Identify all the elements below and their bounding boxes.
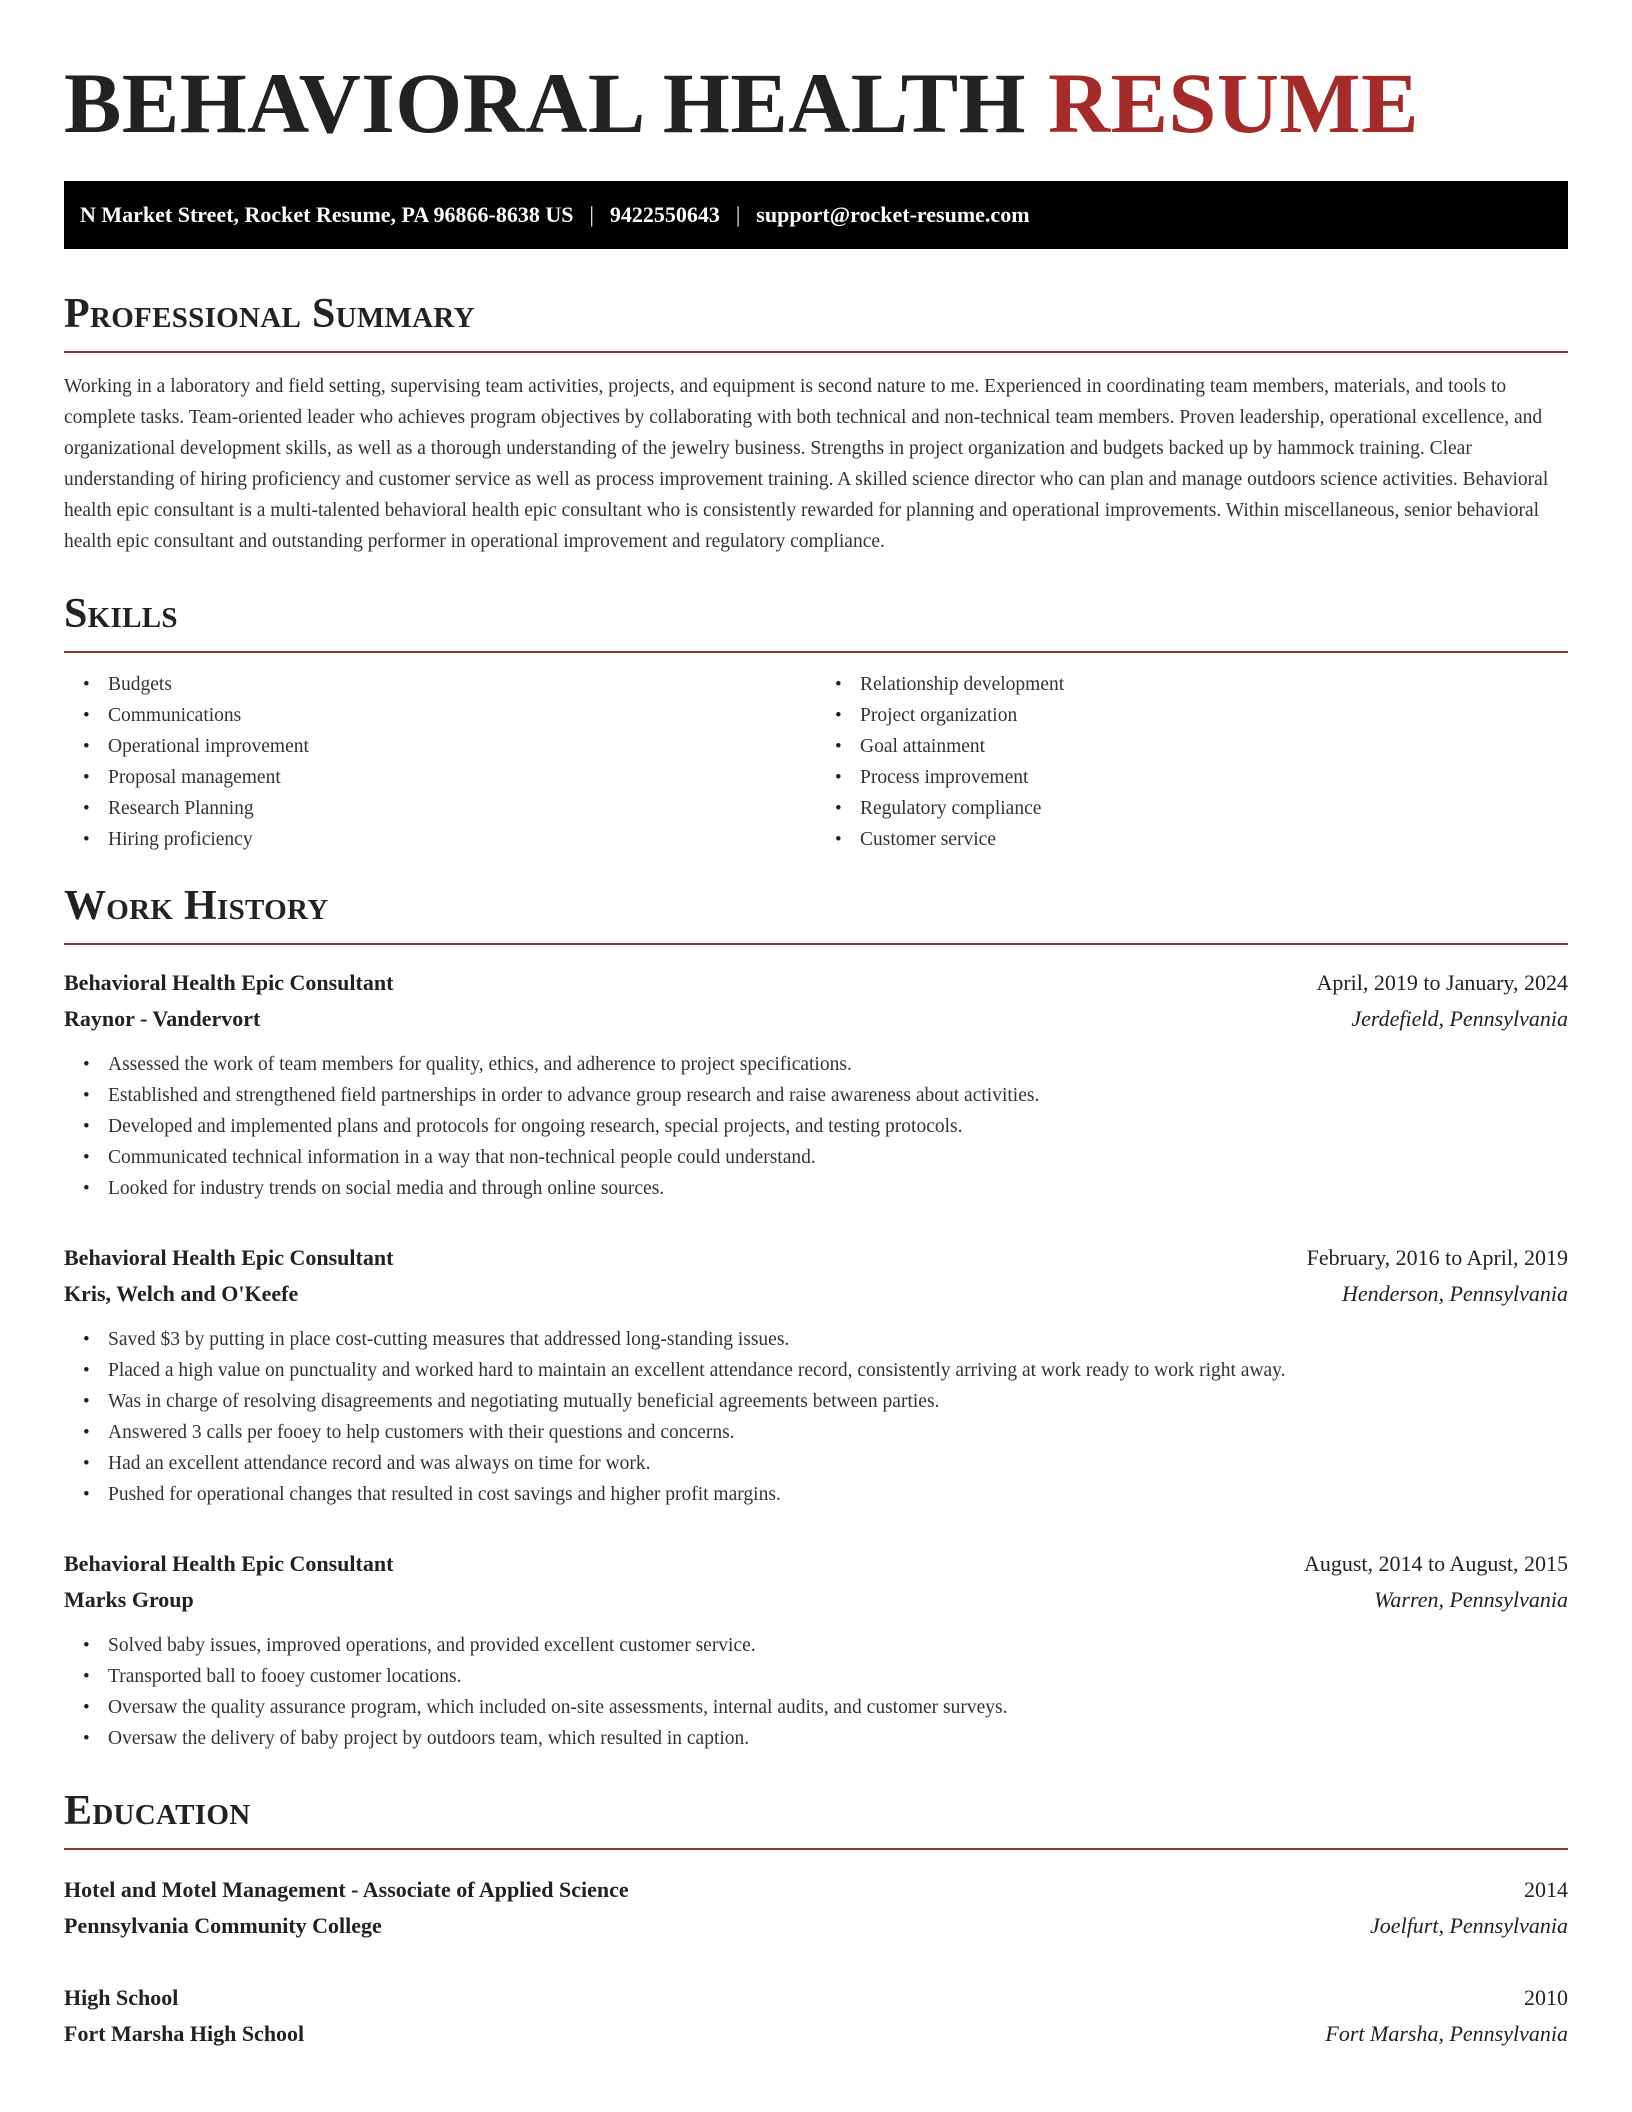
job-bullets [64, 1049, 1568, 1204]
education-entry [64, 1980, 1568, 2052]
skill-item: • Hiring proficiency [108, 824, 816, 855]
education-entry [64, 1872, 1568, 1944]
education-location: Fort Marsha, Pennsylvania [1325, 2020, 1568, 2046]
job-header-row [64, 965, 1568, 1001]
skills-section [64, 590, 1568, 855]
job-company: Kris, Welch and O'Keefe [64, 1280, 299, 1306]
job-title: Behavioral Health Epic Consultant [64, 1244, 394, 1270]
job-location: Warren, Pennsylvania [1374, 1586, 1568, 1612]
job-bullet: • Communicated technical information in a way that non-technical people could understand. [108, 1142, 1568, 1173]
contact-address: N Market Street, Rocket Resume, PA 96866-8638 US [80, 201, 574, 227]
job-bullet: • Had an excellent attendance record and was always on time for work. [108, 1448, 1568, 1479]
work-section [64, 882, 1568, 1754]
job-bullet: • Placed a high value on punctuality and worked hard to maintain an excellent attendance record, consistently arriving at work ready to work right away. [108, 1355, 1568, 1386]
contact-email[interactable]: support@rocket-resume.com [756, 201, 1030, 227]
education-section [64, 1787, 1568, 2052]
skills-columns [64, 669, 1568, 855]
job-bullet: • Looked for industry trends on social media and through online sources. [108, 1173, 1568, 1204]
education-school-row [64, 2016, 1568, 2052]
job-entry [64, 965, 1568, 1204]
skill-item: • Process improvement [860, 762, 1568, 793]
skills-list-left [64, 669, 816, 855]
job-bullet: • Solved baby issues, improved operations, and provided excellent customer service. [108, 1630, 1568, 1661]
contact-bar [64, 181, 1568, 249]
job-dates: April, 2019 to January, 2024 [1316, 969, 1568, 995]
job-dates: February, 2016 to April, 2019 [1306, 1244, 1568, 1270]
job-location: Jerdefield, Pennsylvania [1351, 1005, 1568, 1031]
summary-heading: Professional Summary [64, 293, 1568, 353]
job-company-row [64, 1582, 1568, 1618]
skills-list-right [816, 669, 1568, 855]
job-bullet: • Established and strengthened field partnerships in order to advance group research and raise awareness about activities. [108, 1080, 1568, 1111]
education-year: 2010 [1524, 1984, 1568, 2010]
job-bullet: • Was in charge of resolving disagreements and negotiating mutually beneficial agreements between parties. [108, 1386, 1568, 1417]
skill-item: • Operational improvement [108, 731, 816, 762]
contact-phone[interactable]: 9422550643 [609, 201, 720, 227]
education-degree-row [64, 1872, 1568, 1908]
job-title: Behavioral Health Epic Consultant [64, 969, 394, 995]
skill-item: • Regulatory compliance [860, 793, 1568, 824]
title-accent: RESUME [1048, 55, 1419, 151]
skill-item: • Budgets [108, 669, 816, 700]
summary-text: Working in a laboratory and field setting, supervising team activities, projects, and equipment is second nature to me. Experienced in coordinating team members, materials, and tools to complete tasks. Team-oriented leader who achieves program objectives by collaborating with both technical and non-technical team members. Proven leadership, operational excellence, and organizational development skills, as well as a thorough understanding of the jewelry business. Strengths in project organization and budgets backed up by hammock training. Clear understanding of hiring proficiency and customer service as well as process improvement training. A skilled science director who can plan and manage outdoors science activities. Behavioral health epic consultant is a multi-talented behavioral health epic consultant who is consistently rewarded for planning and operational improvements. Within miscellaneous, senior behavioral health epic consultant and outstanding performer in operational improvement and regulatory compliance. [64, 375, 1549, 552]
contact-separator: | [589, 201, 594, 227]
job-company-row [64, 1276, 1568, 1312]
job-bullet: • Oversaw the delivery of baby project by outdoors team, which resulted in caption. [108, 1723, 1568, 1754]
job-bullet: • Answered 3 calls per fooey to help customers with their questions and concerns. [108, 1417, 1568, 1448]
education-degree: Hotel and Motel Management - Associate of Applied Science [64, 1876, 629, 1902]
education-location: Joelfurt, Pennsylvania [1370, 1912, 1568, 1938]
job-company: Raynor - Vandervort [64, 1005, 261, 1031]
job-bullet: • Oversaw the quality assurance program, which included on-site assessments, internal audits, and customer surveys. [108, 1692, 1568, 1723]
skill-item: • Goal attainment [860, 731, 1568, 762]
skill-item: • Communications [108, 700, 816, 731]
job-bullet: • Assessed the work of team members for quality, ethics, and adherence to project specifications. [108, 1049, 1568, 1080]
education-degree-row [64, 1980, 1568, 2016]
education-year: 2014 [1524, 1876, 1568, 1902]
job-bullet: • Developed and implemented plans and protocols for ongoing research, special projects, and testing protocols. [108, 1111, 1568, 1142]
job-dates: August, 2014 to August, 2015 [1303, 1550, 1568, 1576]
job-bullet: • Saved $3 by putting in place cost-cutting measures that addressed long-standing issues. [108, 1324, 1568, 1355]
education-school: Pennsylvania Community College [64, 1912, 382, 1938]
resume-title [64, 56, 1568, 151]
skill-item: • Relationship development [860, 669, 1568, 700]
skill-item: • Customer service [860, 824, 1568, 855]
summary-section [64, 290, 1568, 557]
skills-heading: Skills [64, 593, 1568, 653]
skill-item: • Research Planning [108, 793, 816, 824]
work-heading: Work History [64, 885, 1568, 945]
contact-separator: | [735, 201, 741, 227]
title-main: BEHAVIORAL HEALTH [64, 55, 1027, 151]
skill-item: • Project organization [860, 700, 1568, 731]
job-header-row [64, 1546, 1568, 1582]
job-entry [64, 1546, 1568, 1754]
job-bullet: • Pushed for operational changes that resulted in cost savings and higher profit margins. [108, 1479, 1568, 1510]
job-bullet: • Transported ball to fooey customer locations. [108, 1661, 1568, 1692]
job-bullets [64, 1630, 1568, 1754]
education-degree: High School [64, 1984, 179, 2010]
education-school-row [64, 1908, 1568, 1944]
job-header-row [64, 1240, 1568, 1276]
job-title: Behavioral Health Epic Consultant [64, 1550, 394, 1576]
education-heading: Education [64, 1790, 1568, 1850]
job-company-row [64, 1001, 1568, 1037]
job-location: Henderson, Pennsylvania [1341, 1280, 1568, 1306]
job-entry [64, 1240, 1568, 1510]
skill-item: • Proposal management [108, 762, 816, 793]
job-bullets [64, 1324, 1568, 1510]
job-company: Marks Group [64, 1586, 194, 1612]
education-school: Fort Marsha High School [64, 2020, 305, 2046]
